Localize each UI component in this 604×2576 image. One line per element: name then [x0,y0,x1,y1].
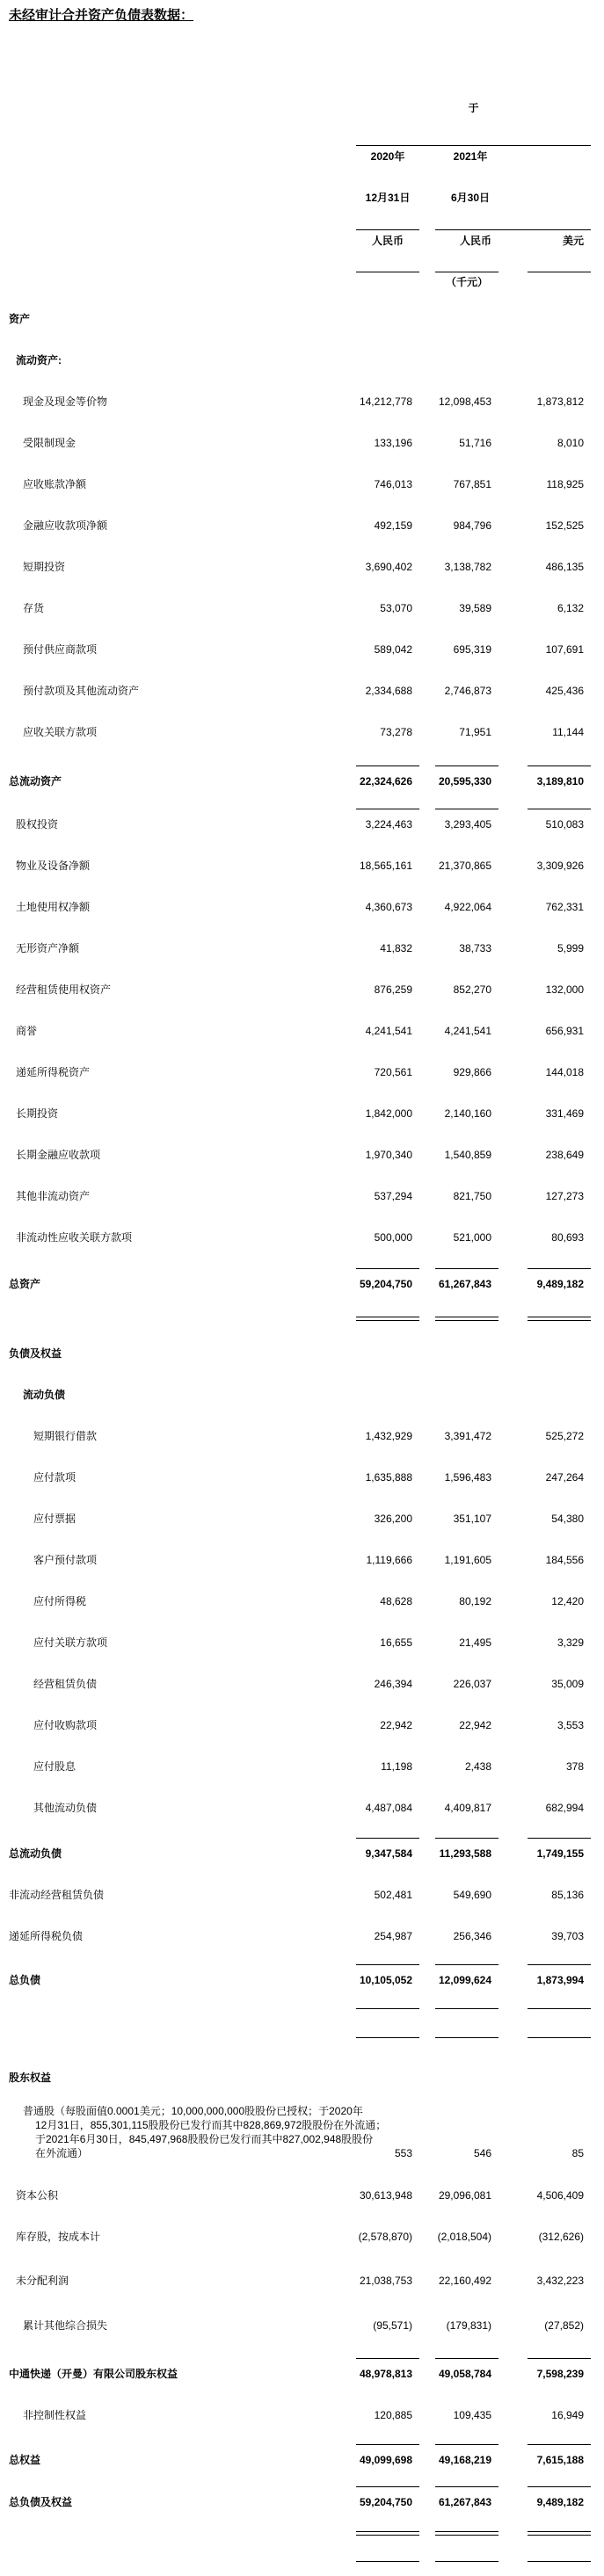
column-rule [356,1317,419,1321]
row-treasury-shares-at-cost [0,2203,604,2245]
row-label: 其他流动负债 [33,1802,98,1814]
value-cell-col1: 3,224,463 [356,809,419,832]
column-rule [356,2037,419,2038]
value-cell-col3: (27,852) [544,2319,584,2332]
rule-spacer [0,2008,356,2009]
column-rule [528,2008,591,2009]
value-cell-col3: 238,649 [545,1149,584,1161]
row-label-line: 在外流通） [35,2147,89,2159]
value-cell-col3: 1,873,994 [528,1964,591,1988]
value-cell-col2 [435,1402,498,1403]
row-label: 资产 [9,313,31,325]
row-label: 应付票据 [33,1513,76,1525]
value-cell-col3: 7,615,188 [528,2444,591,2468]
row-label: 总资产 [9,1278,41,1290]
row-rule-bottom-single [0,2536,604,2562]
value-cell-col3: 8,010 [557,437,584,449]
value-cell-col3: 510,083 [528,809,591,832]
row-label: 客户预付款项 [33,1554,98,1566]
row-label-line: 12月31日，855,301,115股股份已发行而其中828,869,972股股份在外流通； [35,2119,387,2131]
value-cell-col1: 21,038,753 [359,2275,412,2287]
row-label: 流动负债 [23,1389,66,1401]
row-label: 总负债及权益 [9,2496,73,2508]
value-cell-col1: 4,360,673 [365,901,412,913]
column-rule [528,2561,591,2562]
row-financing-receivables-net [0,492,604,533]
row-label: 总权益 [9,2454,41,2466]
value-cell-col2: 226,037 [453,1678,491,1690]
value-cell-col2: (179,831) [446,2319,491,2332]
value-cell-col3: 3,432,223 [536,2275,584,2287]
row-label: 流动资产: [16,354,62,366]
value-cell-col2: 61,267,843 [435,1268,498,1292]
value-cell-col1: 326,200 [374,1513,412,1525]
row-non-current-amounts-due-from-related-parties [0,1204,604,1245]
value-cell-col2: 767,851 [453,478,491,490]
col-year-2021: 2021年 [453,150,488,163]
value-cell-col1: 3,690,402 [365,561,412,573]
value-cell-col2: 4,409,817 [444,1802,491,1814]
value-cell-col3: 118,925 [546,478,584,490]
row-amounts-due-from-related-parties [0,699,604,740]
value-cell-col3: 3,189,810 [528,766,591,789]
value-cell-col2: 22,942 [459,1719,491,1731]
value-cell-col3: 184,556 [545,1554,584,1566]
row-label: 受限制现金 [23,437,76,449]
value-cell-col2: 2,746,873 [444,685,491,697]
value-cell-col1: 492,159 [374,519,412,532]
as-of-label: 于 [468,102,479,114]
row-shareholders-equity-header [0,2038,604,2086]
row-property-and-equipment-net [0,832,604,874]
value-cell-col1: 48,978,813 [356,2358,419,2382]
value-cell-col2: 2,438 [464,1760,491,1773]
col-date-2020: 12月31日 [365,192,411,204]
currency-usd: 美元 [562,235,584,247]
value-cell-col1: 53,070 [380,602,412,614]
rule-spacer [0,2535,356,2536]
value-cell-col2: 71,951 [459,726,491,738]
row-long-term-investments [0,1080,604,1121]
value-cell-col3: 35,009 [551,1678,584,1690]
value-cell-col1: 537,294 [374,1190,412,1202]
value-cell-col1 [356,2085,419,2086]
value-cell-col2: 49,168,219 [435,2444,498,2468]
value-cell-col3: 12,420 [551,1595,584,1607]
value-cell-col3 [528,2085,591,2086]
value-cell-col1: 553 [394,2147,412,2159]
value-cell-col3: 378 [565,1760,584,1773]
row-total-current-assets [0,740,604,789]
value-cell-col1: 876,259 [374,983,412,996]
value-cell-col1 [356,367,419,368]
col-date-2021: 6月30日 [450,192,491,204]
value-cell-col2: 21,495 [459,1636,491,1649]
value-cell-col2: 546 [473,2147,491,2159]
value-cell-col2: 1,596,483 [444,1471,491,1484]
row-label: 应付款项 [33,1471,76,1484]
value-cell-col2: 49,058,784 [435,2358,498,2382]
unit-note: （千元） [445,276,488,288]
row-advances-from-customers [0,1527,604,1568]
row-retained-earnings [0,2245,604,2289]
col-year-2020: 2020年 [370,150,405,163]
row-inventories [0,575,604,616]
column-rule [528,1317,591,1321]
value-cell-col2: 80,192 [459,1595,491,1607]
row-label: 无形资产净额 [16,942,80,954]
value-cell-col1: 18,565,161 [359,860,412,872]
value-cell-col2: 521,000 [453,1231,491,1244]
value-cell-col3: 80,693 [551,1231,584,1244]
row-label-line: 普通股（每股面值0.0001美元；10,000,000,000股股份已授权；于2020年 [23,2105,363,2117]
value-cell-col2 [435,367,498,368]
row-other-current-liabilities [0,1774,604,1816]
value-cell-col2 [435,2085,498,2086]
row-amounts-due-to-related-parties [0,1609,604,1651]
value-cell-col1: 720,561 [374,1066,412,1078]
row-notes-payable [0,1485,604,1527]
currency-rmb-2021: 人民币 [459,235,491,247]
value-cell-col3: 1,749,155 [528,1838,591,1861]
value-cell-col2: 39,589 [459,602,491,614]
header-rule-col23 [435,229,591,230]
row-label: 库存股，按成本计 [16,2231,101,2243]
value-cell-col2: 1,191,605 [444,1554,491,1566]
row-zto-express-cayman-shareholders-equity [0,2333,604,2382]
row-label: 总流动负债 [9,1847,62,1860]
value-cell-col2: 61,267,843 [435,2486,498,2510]
value-cell-col3: 762,331 [545,901,584,913]
value-cell-col1: 502,481 [374,1889,412,1901]
row-acquisition-consideration-payable [0,1692,604,1733]
value-cell-col1: 1,970,340 [365,1149,412,1161]
row-prepayments-and-other-current-assets [0,657,604,699]
row-label: 经营租赁负债 [33,1678,98,1690]
value-cell-col1: 41,832 [380,942,412,954]
value-cell-col3: 3,329 [557,1636,584,1649]
value-cell-col3: 682,994 [545,1802,584,1814]
value-cell-col2 [435,326,498,327]
value-cell-col2: 109,435 [453,2409,491,2421]
value-cell-col3: 525,272 [545,1430,584,1442]
header-rule-top [356,145,591,146]
value-cell-col2: 3,391,472 [444,1430,491,1442]
row-short-term-investments [0,533,604,575]
row-label: 应付所得税 [33,1595,87,1607]
row-total-liabilities-and-equity [0,2468,604,2510]
value-cell-col1: 30,613,948 [359,2189,412,2202]
column-rule [435,2037,498,2038]
column-rule [528,2531,591,2536]
value-cell-col1: 1,432,929 [365,1430,412,1442]
row-long-term-financing-receivables [0,1121,604,1163]
row-label: 负债及权益 [9,1347,62,1360]
row-accounts-payable [0,1444,604,1485]
value-cell-col2: 821,750 [453,1190,491,1202]
value-cell-col3: 6,132 [557,602,584,614]
value-cell-col1: 14,212,778 [359,395,412,408]
row-label: 应付股息 [33,1760,76,1773]
row-label: 资本公积 [16,2189,59,2202]
value-cell-col1: 120,885 [374,2409,412,2421]
row-label: 短期投资 [23,561,66,573]
row-cash-and-cash-equivalents [0,368,604,410]
row-label: 股东权益 [9,2072,52,2084]
value-cell-col3: 5,999 [557,942,584,954]
value-cell-col3: 9,489,182 [528,2486,591,2510]
row-current-assets-header [0,327,604,368]
row-label: 金融应收款项净额 [23,519,108,532]
row-label: 总负债 [9,1974,41,1986]
row-label: 经营租赁使用权资产 [16,983,112,996]
row-label: 土地使用权净额 [16,901,91,913]
value-cell-col2: 852,270 [453,983,491,996]
value-cell-col2: 4,922,064 [444,901,491,913]
row-label: 中通快递（开曼）有限公司股东权益 [9,2368,178,2380]
value-cell-col3: 656,931 [545,1025,584,1037]
value-cell-col1: 10,105,052 [356,1964,419,1988]
value-cell-col2: 2,140,160 [444,1107,491,1120]
row-short-term-bank-borrowings [0,1403,604,1444]
value-cell-col1: 16,655 [380,1636,412,1649]
row-non-current-operating-lease-liabilities [0,1861,604,1903]
row-label: 股权投资 [16,818,59,831]
value-cell-col1: 4,241,541 [365,1025,412,1037]
value-cell-col2: 351,107 [453,1513,491,1525]
value-cell-col2: 21,370,865 [438,860,491,872]
row-label: 总流动资产 [9,775,62,787]
row-label: 现金及现金等价物 [23,395,108,408]
row-intangible-assets-net [0,915,604,956]
value-cell-col1: 246,394 [374,1678,412,1690]
value-cell-col2: 29,096,081 [438,2189,491,2202]
row-label: 预付款项及其他流动资产 [23,685,140,697]
row-equity-investments [0,789,604,832]
row-accumulated-other-comprehensive-loss [0,2289,604,2333]
value-cell-col3: 9,489,182 [528,1268,591,1292]
value-cell-col2: 11,293,588 [435,1838,498,1861]
value-cell-col3 [528,326,591,327]
row-deferred-income-tax-liabilities [0,1903,604,1944]
value-cell-col1: (2,578,870) [358,2231,412,2243]
value-cell-col1: 133,196 [374,437,412,449]
row-label: 其他非流动资产 [16,1190,91,1202]
value-cell-col3: (312,626) [538,2231,584,2243]
row-label: 长期投资 [16,1107,59,1120]
value-cell-col3: 85,136 [551,1889,584,1901]
row-rule-bottom-double [0,2510,604,2536]
row-ordinary-shares [0,2086,604,2161]
row-label: 递延所得税负债 [9,1930,84,1942]
row-label: 应收关联方款项 [23,726,98,738]
value-cell-col1: 9,347,584 [356,1838,419,1861]
value-cell-col1: 49,099,698 [356,2444,419,2468]
rule-spacer [0,1320,356,1321]
value-cell-col2: 695,319 [453,643,491,656]
row-deferred-income-tax-assets [0,1039,604,1080]
column-rule [356,2008,419,2009]
row-goodwill [0,998,604,1039]
row-label [0,2104,387,2161]
row-total-equity [0,2423,604,2468]
value-cell-col3: 144,018 [545,1066,584,1078]
value-cell-col1: 73,278 [380,726,412,738]
row-other-non-current-assets [0,1163,604,1204]
value-cell-col1: 746,013 [374,478,412,490]
value-cell-col3: 486,135 [545,561,584,573]
row-label: 应收账款净额 [23,478,87,490]
table-body [0,286,604,2562]
value-cell-col1: 59,204,750 [356,2486,419,2510]
row-operating-lease-liabilities [0,1651,604,1692]
value-cell-col2: 12,098,453 [438,395,491,408]
value-cell-col3: 425,436 [545,685,584,697]
row-label: 预付供应商款项 [23,643,98,656]
value-cell-col2: 1,540,859 [444,1149,491,1161]
value-cell-col3: 3,553 [557,1719,584,1731]
value-cell-col2: 929,866 [453,1066,491,1078]
value-cell-col2: 984,796 [453,519,491,532]
column-rule [528,2037,591,2038]
column-rule [435,1317,498,1321]
row-label: 应付关联方款项 [33,1636,108,1649]
row-noncontrolling-interests [0,2382,604,2423]
value-cell-col1 [356,326,419,327]
value-cell-col1: (95,571) [373,2319,412,2332]
value-cell-col3: 7,598,239 [528,2358,591,2382]
value-cell-col2: 4,241,541 [444,1025,491,1037]
column-rule [356,2531,419,2536]
value-cell-col3: 152,525 [545,519,584,532]
value-cell-col3: 54,380 [551,1513,584,1525]
row-additional-paid-in-capital [0,2161,604,2203]
row-label: 递延所得税资产 [16,1066,91,1078]
value-cell-col1: 2,334,688 [365,685,412,697]
row-label: 长期金融应收款项 [16,1149,101,1161]
row-land-use-rights-net [0,874,604,915]
value-cell-col2: 51,716 [459,437,491,449]
column-rule [435,2561,498,2562]
value-cell-col3: 1,873,812 [536,395,584,408]
row-current-liabilities-header [0,1361,604,1403]
value-cell-col3: 16,949 [551,2409,584,2421]
value-cell-col2: 256,346 [453,1930,491,1942]
header-rule-col1 [356,229,419,230]
row-label: 商誉 [16,1025,38,1037]
row-rule-after-total-liabilities-2 [0,2009,604,2038]
value-cell-col3: 132,000 [545,983,584,996]
page-title: 未经审计合并资产负债表数据： [9,8,194,23]
row-accounts-receivable-net [0,451,604,492]
row-assets-header [0,286,604,327]
rule-spacer [0,2037,356,2038]
row-label-line: 于2021年6月30日，845,497,968股股份已发行而其中827,002,948股股份 [35,2133,374,2145]
column-rule [435,2008,498,2009]
value-cell-col1 [356,1402,419,1403]
value-cell-col3: 85 [571,2147,584,2159]
value-cell-col2: 549,690 [453,1889,491,1901]
value-cell-col1: 1,119,666 [366,1554,412,1566]
row-total-liabilities [0,1944,604,1988]
value-cell-col1: 1,842,000 [365,1107,412,1120]
column-rule [356,2561,419,2562]
column-rule [435,2531,498,2536]
value-cell-col2: 12,099,624 [435,1964,498,1988]
value-cell-col3: 331,469 [545,1107,584,1120]
row-total-assets [0,1245,604,1292]
row-rule-after-total-assets [0,1292,604,1321]
row-income-tax-payable [0,1568,604,1609]
value-cell-col2: (2,018,504) [437,2231,491,2243]
value-cell-col2: 3,293,405 [435,809,498,832]
value-cell-col3: 127,273 [545,1190,584,1202]
value-cell-col1: 48,628 [380,1595,412,1607]
value-cell-col1: 1,635,888 [365,1471,412,1484]
value-cell-col1: 589,042 [374,643,412,656]
value-cell-col3: 39,703 [551,1930,584,1942]
row-advances-to-suppliers [0,616,604,657]
value-cell-col1: 4,487,084 [365,1802,412,1814]
row-label: 非控制性权益 [23,2409,87,2421]
currency-rmb-2020: 人民币 [371,235,404,247]
value-cell-col1: 254,987 [374,1930,412,1942]
row-rule-after-total-liabilities-1 [0,1988,604,2009]
row-label: 非流动经营租赁负债 [9,1889,105,1901]
row-label: 应付收购款项 [33,1719,98,1731]
row-label: 非流动性应收关联方款项 [16,1231,133,1244]
value-cell-col3: 11,144 [552,726,584,738]
row-label: 物业及设备净额 [16,860,91,872]
row-operating-lease-right-of-use-assets [0,956,604,998]
row-label: 累计其他综合损失 [23,2319,108,2332]
value-cell-col3 [528,1402,591,1403]
row-total-current-liabilities [0,1816,604,1861]
value-cell-col2: 20,595,330 [435,766,498,789]
value-cell-col1: 59,204,750 [356,1268,419,1292]
value-cell-col3: 3,309,926 [536,860,584,872]
row-label: 短期银行借款 [33,1430,98,1442]
value-cell-col1: 11,198 [381,1760,412,1773]
value-cell-col1: 22,942 [380,1719,412,1731]
row-dividends-payable [0,1733,604,1774]
row-restricted-cash [0,410,604,451]
value-cell-col2: 38,733 [459,942,491,954]
value-cell-col3: 107,691 [545,643,584,656]
rule-spacer [0,2561,356,2562]
value-cell-col1: 22,324,626 [356,766,419,789]
row-label: 未分配利润 [16,2275,69,2287]
value-cell-col1: 500,000 [374,1231,412,1244]
row-liabilities-and-equity-header [0,1321,604,1361]
value-cell-col2: 3,138,782 [444,561,491,573]
value-cell-col3 [528,367,591,368]
value-cell-col3: 247,264 [545,1471,584,1484]
value-cell-col2: 22,160,492 [438,2275,491,2287]
row-label: 存货 [23,602,45,614]
value-cell-col3: 4,506,409 [536,2189,584,2202]
